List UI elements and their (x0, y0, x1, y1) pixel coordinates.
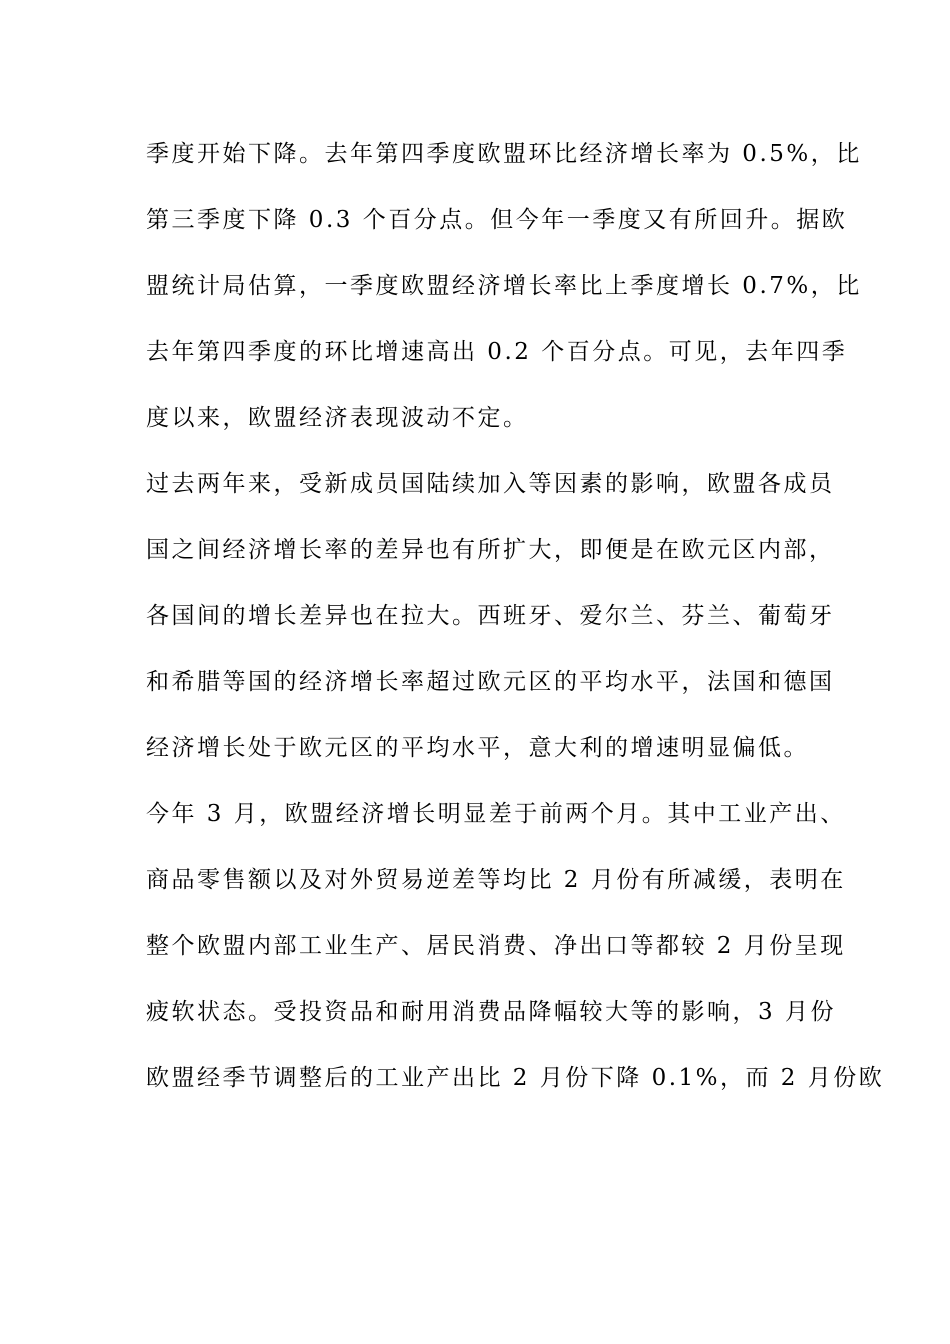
text-line: 疲软状态。受投资品和耐用消费品降幅较大等的影响，3 月份 (146, 999, 836, 1025)
paragraph-2 (146, 462, 835, 792)
text-line: 整个欧盟内部工业生产、居民消费、净出口等都较 2 月份呈现 (146, 933, 846, 959)
text-line: 过去两年来，受新成员国陆续加入等因素的影响，欧盟各成员 (146, 471, 835, 497)
text-line: 第三季度下降 0.3 个百分点。但今年一季度又有所回升。据欧 (146, 207, 848, 233)
text-line: 商品零售额以及对外贸易逆差等均比 2 月份有所减缓，表明在 (146, 867, 846, 893)
paragraph-1 (146, 132, 862, 462)
text-line: 季度开始下降。去年第四季度欧盟环比经济增长率为 0.5%，比 (146, 141, 862, 167)
body-text (146, 132, 885, 1122)
text-line: 去年第四季度的环比增速高出 0.2 个百分点。可见，去年四季 (146, 339, 848, 365)
text-line: 度以来，欧盟经济表现波动不定。 (146, 405, 529, 431)
text-line: 欧盟经季节调整后的工业产出比 2 月份下降 0.1%，而 2 月份欧 (146, 1065, 885, 1091)
text-line: 国之间经济增长率的差异也有所扩大，即便是在欧元区内部， (146, 537, 835, 563)
text-line: 今年 3 月，欧盟经济增长明显差于前两个月。其中工业产出、 (146, 801, 846, 827)
text-line: 各国间的增长差异也在拉大。西班牙、爱尔兰、芬兰、葡萄牙 (146, 603, 835, 629)
text-line: 盟统计局估算，一季度欧盟经济增长率比上季度增长 0.7%，比 (146, 273, 862, 299)
paragraph-3 (146, 792, 885, 1122)
text-line: 和希腊等国的经济增长率超过欧元区的平均水平，法国和德国 (146, 669, 835, 695)
text-line: 经济增长处于欧元区的平均水平，意大利的增速明显偏低。 (146, 735, 809, 761)
